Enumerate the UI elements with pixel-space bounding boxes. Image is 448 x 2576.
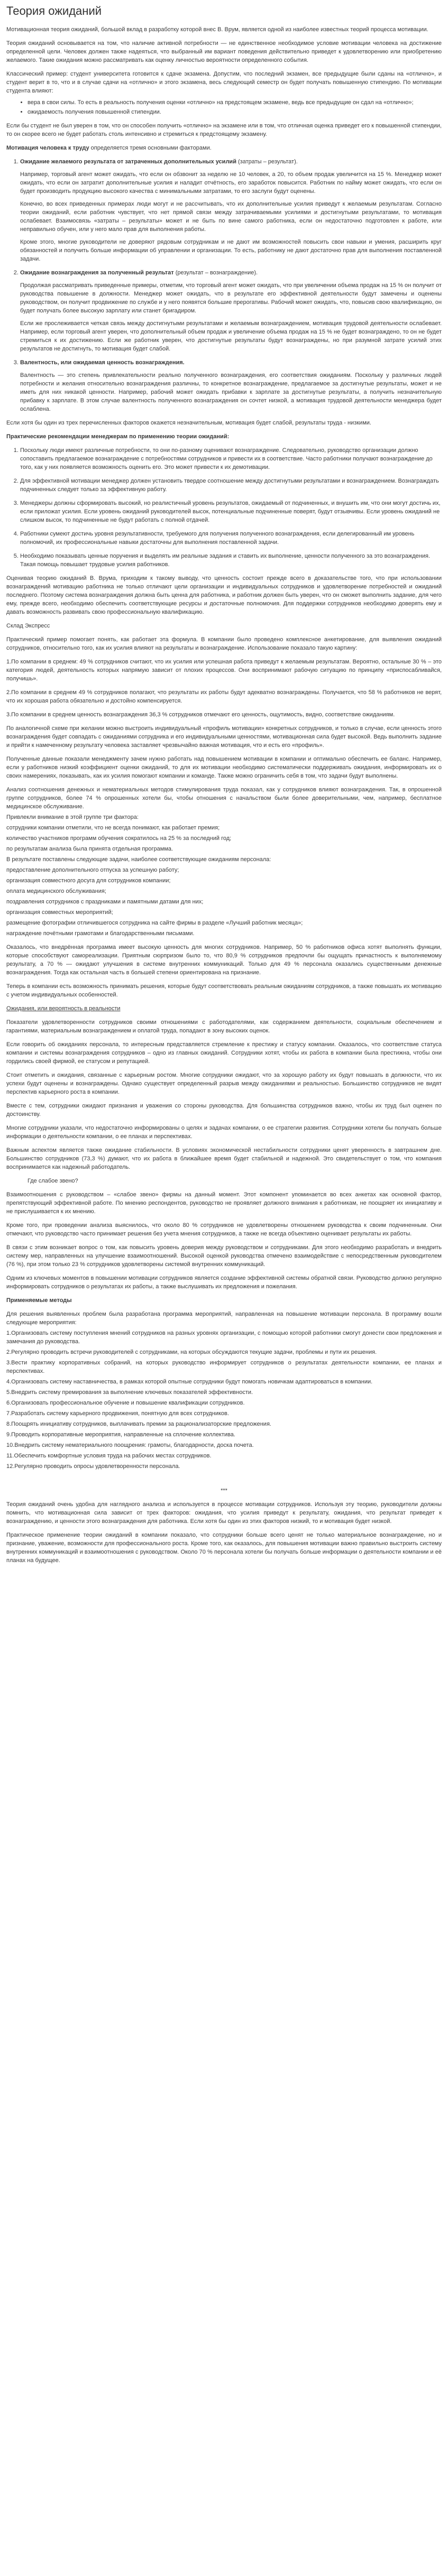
intro-paragraph: Классический пример: студент университета готовится к сдаче экзамена. Допустим, что последний экзамен, все предыдущие были сданы на «отлично», и студент верит в то, что и в случае сдачи на «отлично» и этого экзамена, весь следующий семестр он будет получать повышенную стипендию. По мотивации студента влияют:	[6, 71, 442, 94]
measure-item: 6.Организовать профессиональное обучение и повышение квалификации сотрудников.	[6, 1400, 245, 1406]
case-paragraph: Анализ соотношения денежных и нематериальных методов стимулирования труда показал, как у сотрудников влияют вознаграждения. Так, в опрошенной группе сотрудников, более 74 % опрошенных хотели бы, чтобы отношения с начальством были более доверительными, чем, например, бесплатное медицинское обслуживание.	[6, 787, 442, 810]
case-paragraph: количество участников программ обучения сократилось на 25 % за последний год;	[6, 835, 232, 842]
recommendations-heading-text: Практические рекомендации менеджерам по применению теории ожиданий:	[6, 433, 230, 440]
case-paragraph: сотрудники компании отметили, что не всегда понимают, как работает премия;	[6, 825, 220, 831]
case-paragraph: По аналогичной схеме при желании можно выстроить индивидуальный «профиль мотивации» конкретных сотрудников, и только в случае, если ценность этого вознаграждения будет совпадать с ожиданиями сотрудника и его индивидуальными ценностями, мотивационная сила будет высокой. Ведь выполнить задание и прийти к намеченному результату человека заставляет чрезвычайно важная мотивация, что и есть его «профиль».	[6, 725, 442, 749]
factor-item	[20, 269, 442, 353]
case-paragraph: предоставление дополнительного отпуска за успешную работу;	[6, 867, 179, 873]
measure-item: 11.Обеспечить комфортные условия труда на рабочих местах сотрудников.	[6, 1453, 212, 1459]
intro-section	[6, 25, 442, 139]
case-paragraph: награждение почётными грамотами и благодарственными письмами.	[6, 930, 195, 937]
page-title: Теория ожиданий	[6, 4, 102, 17]
case-paragraph: 1.По компании в среднем: 49 % сотрудников считают, что их усилия или успешная работа приведут к желаемым результатам. Вероятно, остальные 30 % – это категория людей, деятельность которых напрямую зависит от плохих процессов. Они воспринимают рабочую ситуацию по принципу «приспосабливайся, получишь».	[6, 659, 442, 682]
weak-link-paragraph: Кроме того, при проведении анализа выяснилось, что около 80 % сотрудников не удовлетворены отношением руководства к своим подчиненным. Они отмечают, что руководство часто принимает решения без учета мнения сотрудников, а также не всегда объективно оценивает результаты их работы.	[6, 1222, 442, 1237]
case-paragraph: поздравления сотрудников с праздниками и памятными датами для них;	[6, 899, 204, 905]
case-paragraph: организация совместных мероприятий;	[6, 909, 113, 916]
measure-item: 7.Разработать систему карьерного продвижения, понятную для всех сотрудников.	[6, 1410, 229, 1417]
factor-item	[20, 158, 442, 263]
measure-item: 12.Регулярно проводить опросы удовлетворенности персонала.	[6, 1463, 180, 1470]
motivation-heading	[6, 144, 442, 152]
measure-item: 10.Внедрить систему нематериального поощрения: грамоты, благодарности, доска почета.	[6, 1442, 254, 1448]
case-paragraph: организация совместного досуга для сотрудников компании;	[6, 878, 171, 884]
case-paragraph: Практический пример помогает понять, как работает эта формула. В компании было проведено комплексное анкетирование, для выявления ожиданий сотрудников, относительно того, как их усилия влияют на результаты и вознаграждение. Использование показало такую картину:	[6, 636, 442, 651]
motivation-heading-rest: определяется тремя основными факторами.	[89, 145, 212, 151]
final-paragraph: Практическое применение теории ожиданий в компании показало, что сотрудники больше всего ценят не только материальное вознаграждение, но и признание, уважение, возможности для профессионального роста. Кроме того, как оказалось, для повышения мотивации важно правильно выстроить систему внутренних коммуникаций и взаимоотношения с руководством. Около 70 % персонала хотели бы получать больше информации о деятельности компании и её планах на будущее.	[6, 1532, 442, 1564]
factor-paragraph: Конечно, во всех приведенных примерах люди могут и не рассчитывать, что их дополнительные усилия приведут к желаемым результатам. Согласно теории ожиданий, если работник чувствует, что нет прямой связи между затрачиваемыми усилиями и достигнутыми результатами, то мотивация ослабевает. Взаимосвязь «затраты – результаты» может и не быть по вине самого работника, если он недостаточно подготовлен к работе, или неправильно обучен, или у него мало прав для выполнения работы.	[20, 201, 442, 233]
case-paragraph: Полученные данные показали менеджменту зачем нужно работать над повышением мотивации в компании и оптимально обеспечить ее баланс. Например, если у работников низкий коэффициент оценки ожиданий, то для их мотивации необходимо систематически поддерживать ожидания, информировать их о своих намерениях, показывать, как их усилия помогают компании и команде. Также можно ограничить себя в том, что задачи будут выполнены.	[6, 756, 442, 779]
factor-title: Ожидание желаемого результата от затраченных дополнительных усилий	[20, 159, 236, 165]
measure-item: 4.Организовать систему наставничества, в рамках которой опытные сотрудники будут помогать новичкам адаптироваться в компании.	[6, 1379, 373, 1385]
recommendations-heading	[6, 432, 442, 441]
recommendation-item: 3. Менеджеры должны сформировать высокий, но реалистичный уровень результатов, ожидаемый от подчиненных, и внушить им, что они могут достичь их, если приложат усилия. Если уровень ожиданий руководителей высок, потенциальные подчиненные поверят, будут отзывчивы. Если уровень ожиданий не слишком высок, то подчиненные не будут работать с полной отдачей.	[20, 499, 442, 524]
case-paragraph: Теперь в компании есть возможность принимать решения, которые будут соответствовать реальным ожиданиям сотрудников, а также повышать их мотивацию с учетом индивидуальных особенностей.	[6, 983, 442, 998]
factor-title-suffix: (результат – вознаграждение).	[173, 270, 258, 276]
expectations-paragraph: Если говорить об ожиданиях персонала, то интересным представляется стремление к престижу и статусу компании. Оказалось, что соответствие статуса компании и системы вознаграждения сотрудников – одно из главных ожиданий. Сотрудники хотят, чтобы их работа в компании была престижна, чтобы они гордились своей фирмой, ее статусом и репутацией.	[6, 1041, 442, 1065]
factor-title-suffix: (затраты – результат).	[236, 159, 298, 165]
case-label: Склад Экспресс	[6, 623, 50, 629]
goal-label: Где слабое звено?	[28, 1178, 78, 1184]
recommendation-item: 2. Для эффективной мотивации менеджер должен установить твердое соотношение между достигнутыми результатами и вознаграждением. Вознаграждать подчиненных следует только за эффективную работу.	[20, 477, 442, 494]
factor-title: Ожидание вознаграждения за полученный результат	[20, 270, 174, 276]
after-example-paragraph: Если бы студент не был уверен в том, что он способен получить «отлично» на экзамене или в том, что отличная оценка приведет его к повышенной стипендии, то он скорее всего не будет работать столь интенсивно и стремиться к предстоящему экзамену.	[6, 123, 442, 137]
measure-item: 1.Организовать систему поступления мнений сотрудников на разных уровнях организации, с помощью которой работники смогут донести свои предложения и замечания до руководства.	[6, 1330, 442, 1345]
weak-link-section	[6, 1190, 442, 1291]
factor-title: Валентность, или ожидаемая ценность вознаграждения.	[20, 359, 185, 366]
measure-item: 3.Вести практику корпоративных собраний, на которых руководство информирует сотрудников о результатах деятельности компании, ее планах и перспективах.	[6, 1360, 442, 1374]
measure-item: 2.Регулярно проводить встречи руководителей с сотрудниками, на которых обсуждаются текущие задачи, проблемы и пути их решения.	[6, 1349, 377, 1355]
measure-item: 5.Внедрить систему премирования за выполнение ключевых показателей эффективности.	[6, 1389, 253, 1396]
recommendation-item: 5. Необходимо показывать ценные поручения и выделять им реальные задания и ставить их выполнение, ценности полученного за это вознаграждения. Такая помощь повышает трудовые усилия работников.	[20, 552, 442, 569]
factor-paragraph: Например, торговый агент может ожидать, что если он обзвонит за неделю не 10 человек, а 20, то объем продаж увеличится на 15 %. Менеджер может ожидать, что если он затратит дополнительные усилия и наладит отчётность, его заработок повысится. Работник по найму может ожидать, что если он будет производить продукцию высокого качества с минимальными затратами, то его заслуги будут оценены.	[20, 171, 442, 195]
weak-link-paragraph: Взаимоотношения с руководством – «слабое звено» фирмы на данный момент. Этот компонент упоминается во всех анкетах как основной фактор, препятствующий эффективной работе. По мнению респондентов, руководство не проявляет должного внимания к работникам, не поощряет их инициативу и не прислушивается к их мнению.	[6, 1192, 442, 1215]
final-section	[6, 1500, 442, 1565]
weak-link-paragraph: Одним из ключевых моментов в повышении мотивации сотрудников является создание эффективной системы обратной связи. Руководство должно регулярно информировать сотрудников о результатах их работы, а также выслушивать их предложения и пожелания.	[6, 1275, 442, 1290]
case-paragraph: Привлекли внимание в этой группе три фактора:	[6, 814, 139, 820]
expectations-paragraph: Вместе с тем, сотрудники ожидают признания и уважения со стороны руководства. Для большинства сотрудников важно, чтобы их труд был оценен по достоинству.	[6, 1103, 442, 1118]
factor-paragraph: Если же прослеживается четкая связь между достигнутыми результатами и желаемым вознаграждением, мотивация трудовой деятельности ослабевает. Например, если торговый агент уверен, что дополнительный объем продаж и увеличение объема продаж на 15 % не будет вознаграждено, то он не будет стремиться к их достижению. Если же работник уверен, что достигнутые результаты будут вознаграждены, но при разумной затрате усилий этих результатов не достигнуть, то мотивация будет слабой.	[20, 320, 442, 352]
case-paragraph: Оказалось, что внедрённая программа имеет высокую ценность для многих сотрудников. Например, 50 % работников офиса хотят выполнять функции, которые способствуют самореализации. Приятным сюрпризом было то, что 80,9 % сотрудников предпочли бы ощущать причастность к выполняемому результату, а 70 % — ожидают улучшения в системе внутренних коммуникаций. Только для 49 % персонала оказались существенными денежные вознаграждения. Тогда как остальная часть в большей степени ориентирована на признание.	[6, 944, 442, 976]
case-paragraph: 2.По компании в среднем 49 % сотрудников полагают, что результаты их работы будут адекватно вознаграждены. Получается, что 58 % работников не верят, что их хорошая работа обязательно и достойно компенсируется.	[6, 689, 442, 704]
measure-item: 8.Поощрять инициативу сотрудников, выплачивать премии за рационализаторские предложения.	[6, 1421, 271, 1427]
list-item: • ожидаемость получения повышенной стипендии.	[28, 108, 442, 116]
factor-item	[20, 358, 442, 413]
measures-label	[6, 1296, 442, 1305]
student-factors-list	[6, 98, 442, 116]
factor-paragraph: Валентность — это степень привлекательности реально полученного вознаграждения, его соответствия ожиданиям. Поскольку у различных людей потребности и желания относительно вознаграждения различны, то конкретное вознаграждение, предлагаемое за достигнутые результаты, может и не иметь для них никакой ценности. Например, рабочий может ожидать прибавки к зарплате за достигнутые результаты, а получить незначительную прибавку к зарплате. В этом случае валентность полученного вознаграждения он сочтет низкой, а мотивация трудовой деятельности менеджера будет ослаблена.	[20, 372, 442, 412]
intro-paragraph: Мотивационная теория ожиданий, большой вклад в разработку которой внес В. Врум, является одной из наиболее известных теорий процесса мотивации.	[6, 26, 428, 33]
factor-paragraph: Продолжая рассматривать приведенные примеры, отметим, что торговый агент может ожидать, что при увеличении объема продаж на 15 % он получит от руководства повышение в должности. Менеджер может ожидать, что в результате его эффективной деятельности будут замечены и оценены руководством, он получит продвижение по службе и у него появятся большие прерогативы. Рабочий может ожидать, что, повысив свою квалификацию, он будет получать более высокую зарплату или станет бригадиром.	[20, 282, 442, 314]
recommendations-list	[6, 446, 442, 569]
measures-list	[6, 1329, 442, 1471]
case-paragraph: оплата медицинского обслуживания;	[6, 888, 106, 894]
after-factors-paragraph: Если хотя бы один из трех перечисленных факторов окажется незначительным, мотивация будет слабой, результаты труда - низкими.	[6, 420, 371, 426]
factor-paragraph: Кроме этого, многие руководители не доверяют рядовым сотрудникам и не дают им возможностей повысить свои навыки и умения, расширить круг обязанностей и получить больше информации об управлении и организации. То есть, работнику не дают достаточно прав для выполнения поставленной задачи.	[20, 239, 442, 262]
section-separator: ***	[221, 1488, 227, 1494]
motivation-heading-bold: Мотивация человека к труду	[6, 145, 89, 151]
conclusion-paragraph: Оценивая теорию ожиданий В. Врума, приходим к такому выводу, что ценность состоит прежде всего в доказательстве того, что при использовании вознаграждений мотивацию работника не только отличают цели организации и индивидуальных сотрудников и удовлетворение потребностей и ожиданий последнего. Поэтому система вознаграждения должна быть ценна для работника, и работник должен быть уверен, что он сможет выполнить задание, для чего ему, прежде всего, необходимо обеспечить соответствующие ресурсы и достаточные полномочия. Для поддержки сотрудников необходимо доверять ему и давать возможность развивать свою профессиональную квалификацию.	[6, 575, 442, 615]
list-item: • вера в свои силы. То есть в реальность получения оценки «отлично» на предстоящем экзамене, ведь все предыдущие он сдал на «отлично»;	[28, 98, 442, 107]
recommendation-item: 4. Работники сумеют достичь уровня результативности, требуемого для получения полученного вознаграждения, если делегированный им уровень полномочий, их профессиональные навыки достаточны для выполнения поставленной задачи.	[20, 530, 442, 547]
expectations-paragraph: Важным аспектом является также ожидание стабильности. В условиях экономической нестабильности сотрудники ценят уверенность в завтрашнем дне. Большинство сотрудников (73,3 %) думают, что их работа в ближайшее время будет стабильной и надежной. Это свидетельствует о том, что компания воспринимается как надежный работодатель.	[6, 1147, 442, 1170]
case-paragraph: размещение фотографии отличившегося сотрудника на сайте фирмы в разделе «Лучший работник месяца»;	[6, 920, 303, 926]
expectations-paragraph: Многие сотрудники указали, что недостаточно информированы о целях и задачах компании, о ее стратегии развития. Сотрудники хотели бы получать больше информации о деятельности компании, о ее планах и перспективах.	[6, 1125, 442, 1140]
case-paragraph: В результате поставлены следующие задачи, наиболее соответствующие ожиданиям персонала:	[6, 856, 271, 863]
factors-list	[6, 158, 442, 413]
case-list	[6, 813, 442, 938]
measure-item: 9.Проводить корпоративные мероприятия, направленные на сплочение коллектива.	[6, 1432, 235, 1438]
case-paragraph: по результатам анализа была принята отдельная программа.	[6, 846, 173, 852]
recommendation-item: 1. Поскольку люди имеют различные потребности, то они по-разному оценивают вознаграждение. Следовательно, руководство организации должно сопоставить предлагаемое вознаграждение с потребностями сотрудников и привести их в соответствие. Часто работники получают вознаграждение до того, как у них появляется возможность оценить его. Это может привести к их демотивации.	[20, 446, 442, 472]
weak-link-paragraph: В связи с этим возникает вопрос о том, как повысить уровень доверия между руководством и сотрудниками. Для этого необходимо разработать и внедрить систему мер, направленных на улучшение взаимоотношений. Высокой оценкой руководства отмечено взаимодействие с непосредственным руководителем (76 %), при этом только 23 % сотрудников удовлетворены системой внутренних коммуникаций.	[6, 1244, 442, 1268]
expectations-section	[6, 1018, 442, 1171]
measures-label-text: Применяемые методы	[6, 1297, 72, 1304]
expectations-paragraph: Показатели удовлетворенности сотрудников своими отношениями с работодателями, как содержанием деятельности, социальным обеспечением и гарантиями, материальным вознаграждением и оплатой труда, попадают в зону высоких оценок.	[6, 1019, 442, 1034]
final-paragraph: Теория ожиданий очень удобна для наглядного анализа и используется в процессе мотивации сотрудников. Используя эту теорию, руководители должны помнить, что мотивационная сила зависит от трех факторов: ожидания, что усилия приведут к результату, ожидания, что результат приведет к вознаграждению, и ценности этого вознаграждения для работника. Если хотя бы один из этих факторов низкий, то и мотивация будет низкой.	[6, 1501, 442, 1525]
expectations-label: Ожидания, или вероятность в реальности	[6, 1005, 121, 1012]
case-paragraph: 3.По компании в среднем ценность вознаграждения 36,3 % сотрудников отмечают его ценность, ощутимость, видно, соответствие ожиданиям.	[6, 712, 395, 718]
intro-paragraph: Теория ожиданий основывается на том, что наличие активной потребности — не единственное необходимое условие мотивации человека на достижение определенной цели. Человек должен также надеяться, что выбранный им вариант поведения действительно приведет к удовлетворению или приобретению желаемого. Такие ожидания можно рассматривать как оценку личностью вероятности определенного события.	[6, 40, 442, 63]
measures-intro: Для решения выявленных проблем была разработана программа мероприятий, направленная на повышение мотивации персонала. В программу вошли следующие мероприятия:	[6, 1311, 442, 1326]
expectations-paragraph: Стоит отметить и ожидания, связанные с карьерным ростом. Многие сотрудники ожидают, что за хорошую работу их будут повышать в должности, что их успехи будут оценены и вознаграждены. Однако существует определенный разрыв между ожиданиями и реальностью. Большинство сотрудников не видят перспектив карьерного роста в компании.	[6, 1072, 442, 1095]
case-section	[6, 635, 442, 999]
